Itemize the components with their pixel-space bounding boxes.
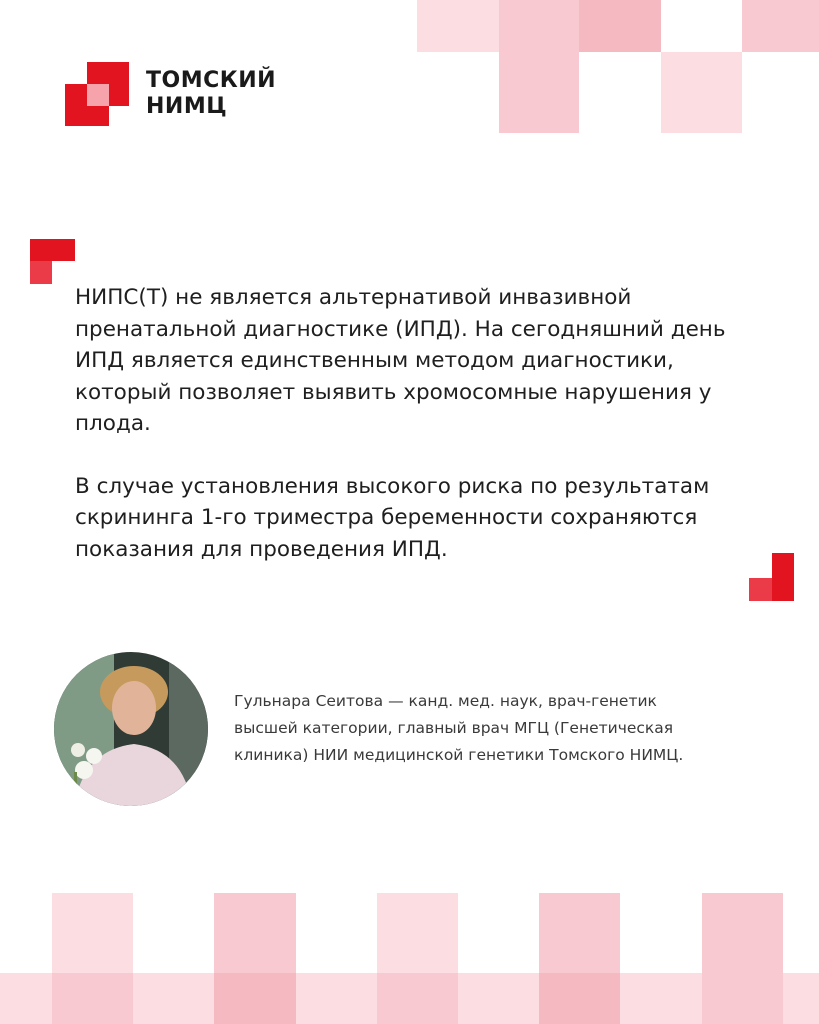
caption-line: высшей категории, главный врач МГЦ (Генетическая [234,719,674,737]
logo-icon [65,62,129,126]
decor-square [661,52,742,133]
decor-square [377,893,458,973]
decor-square [377,973,458,1024]
expert-caption [234,688,754,769]
decor-square [702,893,783,973]
decor-square [52,973,133,1024]
brand-name-line1: ТОМСКИЙ [146,68,277,93]
decor-square [296,973,377,1024]
decor-square [458,973,539,1024]
decor-square [214,973,296,1024]
accent-square [30,261,52,284]
decor-square [742,0,819,52]
decor-square [579,0,661,52]
decor-square [499,52,579,133]
decor-square [702,973,783,1024]
main-text [75,282,775,565]
decor-square [539,893,620,973]
decor-square [783,973,819,1024]
portrait-photo [54,652,208,806]
decor-square [52,893,133,973]
decor-square [417,0,499,52]
brand-name [146,68,276,120]
decor-square [0,973,52,1024]
paragraph-2: В случае установления высокого риска по результатам скрининга 1-го триместра беременности сохраняются показания для проведения ИПД. [75,473,710,562]
caption-line: клиника) НИИ медицинской генетики Томского НИМЦ. [234,746,684,764]
accent-square [772,553,794,601]
caption-line: Гульнара Сеитова — канд. мед. наук, врач-генетик [234,692,657,710]
decor-square [620,973,702,1024]
decor-square [539,973,620,1024]
decor-square [499,0,579,52]
accent-square [30,239,75,261]
decor-square [214,893,296,973]
brand-name-line2: НИМЦ [146,94,228,119]
accent-square [749,578,772,601]
paragraph-1: НИПС(Т) не является альтернативой инвазивной пренатальной диагностике (ИПД). На сегодняшний день ИПД является единственным методом диагностики, который позволяет выявить хромосомные нарушения у плода. [75,285,726,436]
decor-square [133,973,214,1024]
